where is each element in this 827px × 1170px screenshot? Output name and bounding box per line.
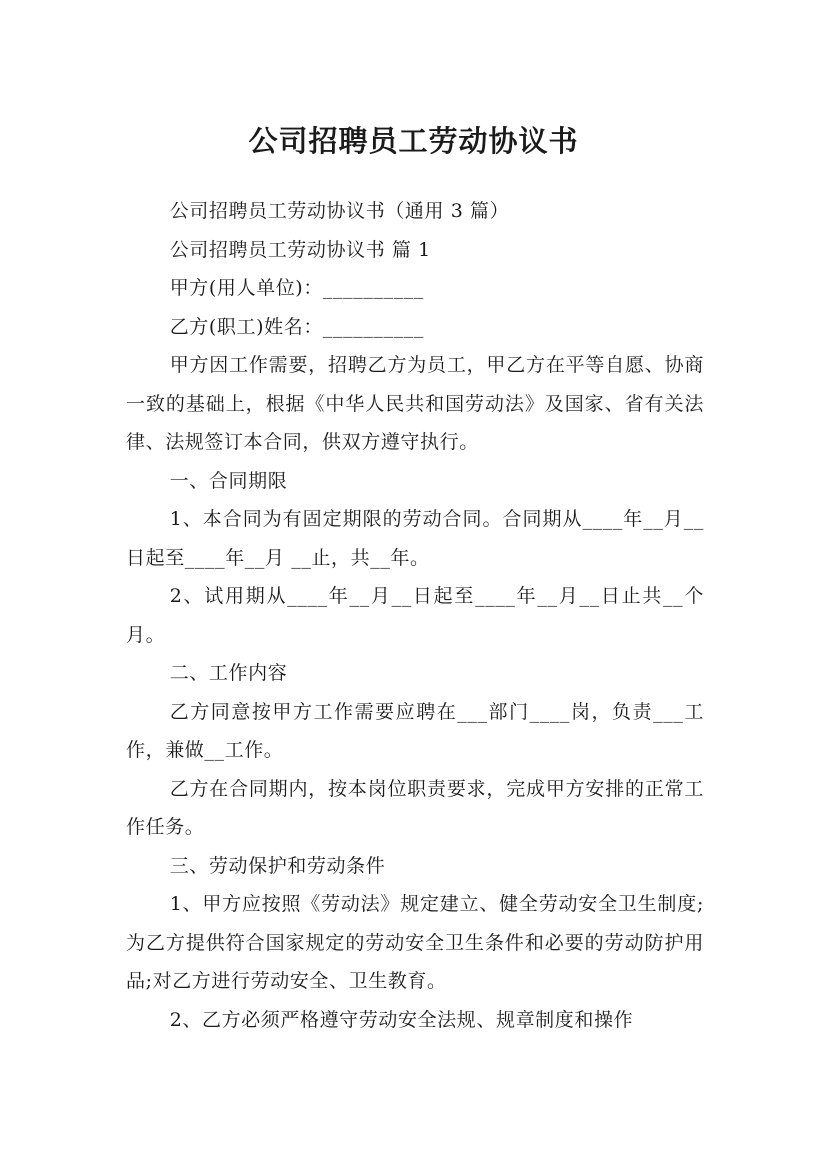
heading-labor-protection: 三、劳动保护和劳动条件	[169, 854, 386, 877]
paragraph-party-a: 甲方(用人单位)：__________	[169, 277, 424, 299]
paragraph-term-1: 1、本合同为有固定期限的劳动合同。合同期从____年__月__日起至____年__月 __止，共__年。	[126, 508, 704, 569]
heading-work-content: 二、工作内容	[169, 662, 288, 684]
paragraph-work-2: 乙方在合同期内，按本岗位职责要求，完成甲方安排的正常工作任务。	[126, 777, 704, 838]
paragraph-preamble: 甲方因工作需要，招聘乙方为员工，甲乙方在平等自愿、协商一致的基础上，根据《中华人民共和国劳动法》及国家、省有关法律、法规签订本合同，供双方遵守执行。	[126, 354, 704, 453]
document-title: 公司招聘员工劳动协议书	[248, 124, 579, 159]
paragraph-term-2: 2、试用期从____年__月__日起至____年__月__日止共__个月。	[126, 585, 704, 646]
paragraph-protection-1: 1、甲方应按照《劳动法》规定建立、健全劳动安全卫生制度;为乙方提供符合国家规定的劳动安全卫生条件和必要的劳动防护用品;对乙方进行劳动安全、卫生教育。	[126, 893, 704, 992]
paragraph-section-heading: 公司招聘员工劳动协议书 篇 1	[169, 238, 431, 261]
paragraph-protection-2: 2、乙方必须严格遵守劳动安全法规、规章制度和操作	[169, 1008, 634, 1031]
paragraph-party-b: 乙方(职工)姓名：__________	[169, 315, 424, 338]
heading-contract-term: 一、合同期限	[169, 469, 288, 492]
paragraph-series-title: 公司招聘员工劳动协议书（通用 3 篇）	[169, 200, 510, 222]
document-body	[126, 192, 704, 1039]
paragraph-work-1: 乙方同意按甲方工作需要应聘在___部门____岗，负责___工作，兼做__工作。	[126, 700, 704, 761]
